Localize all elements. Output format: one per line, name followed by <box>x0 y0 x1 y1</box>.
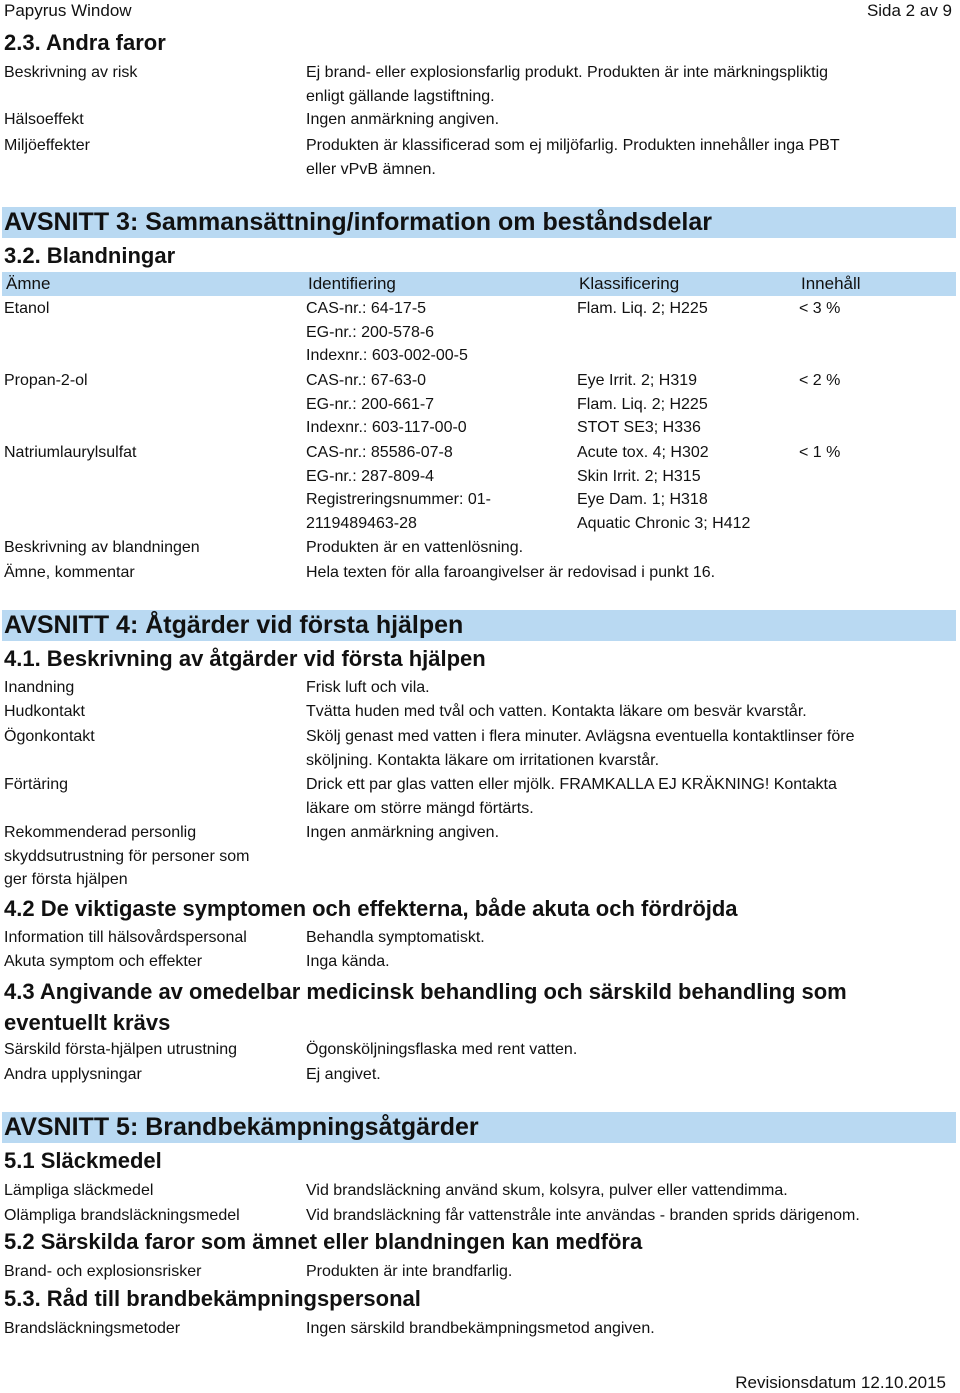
row-value: Ingen särskild brandbekämpningsmetod angiven. <box>306 1320 655 1337</box>
row-label: Ämne, kommentar <box>4 564 135 581</box>
col-content: Innehåll <box>801 274 861 293</box>
row-label: Beskrivning av blandningen <box>4 539 200 556</box>
col-identification: Identifiering <box>308 274 396 293</box>
row-value: Ingen anmärkning angiven. <box>306 111 500 128</box>
row-value: Vid brandsläckning använd skum, kolsyra, pulver eller vattendimma. <box>306 1182 788 1199</box>
row-value: Produkten är en vattenlösning. <box>306 539 524 556</box>
row-label: Förtäring <box>4 776 69 793</box>
section-4-title: AVSNITT 4: Åtgärder vid första hjälpen <box>4 611 464 639</box>
row-value: Ingen anmärkning angiven. <box>306 824 500 841</box>
subsection-3-2-heading: 3.2. Blandningar <box>4 243 176 268</box>
row-value: Ej brand- eller explosionsfarlig produkt. Produkten är inte märkningspliktig enligt gällande lagstiftning. <box>306 64 829 105</box>
row-value: Produkten är inte brandfarlig. <box>306 1263 513 1280</box>
section-5-banner <box>2 1112 956 1143</box>
subsection-5-2-heading: 5.2 Särskilda faror som ämnet eller blandningen kan medföra <box>4 1229 643 1254</box>
row-value: Drick ett par glas vatten eller mjölk. FRAMKALLA EJ KRÄKNING! Kontakta läkare om större mängd förtärts. <box>306 776 837 817</box>
row-label: Rekommenderad personlig skyddsutrustning för personer som ger första hjälpen <box>4 824 250 888</box>
substance-classification: Eye Irrit. 2; H319 Flam. Liq. 2; H225 STOT SE3; H336 <box>577 372 708 436</box>
row-label: Brand- och explosionsrisker <box>4 1263 202 1280</box>
revision-date: Revisionsdatum 12.10.2015 <box>735 1373 946 1392</box>
row-label: Beskrivning av risk <box>4 64 138 81</box>
substance-name: Propan-2-ol <box>4 372 88 389</box>
substance-name: Natriumlaurylsulfat <box>4 444 137 461</box>
section-2-3-heading: 2.3. Andra faror <box>4 30 166 55</box>
substance-content: < 3 % <box>799 300 841 317</box>
page-number: Sida 2 av 9 <box>866 1 952 20</box>
subsection-4-2-heading: 4.2 De viktigaste symptomen och effekterna, både akuta och fördröjda <box>4 896 738 921</box>
substance-classification: Flam. Liq. 2; H225 <box>577 300 708 317</box>
row-label: Miljöeffekter <box>4 137 90 154</box>
substance-ids: CAS-nr.: 67-63-0 EG-nr.: 200-661-7 Indexnr.: 603-117-00-0 <box>306 372 467 436</box>
row-value: Frisk luft och vila. <box>306 679 430 696</box>
row-label: Hälsoeffekt <box>4 111 84 128</box>
substance-ids: CAS-nr.: 85586-07-8 EG-nr.: 287-809-4 Registreringsnummer: 01- 2119489463-28 <box>306 444 491 532</box>
subsection-4-1-heading: 4.1. Beskrivning av åtgärder vid första hjälpen <box>4 646 486 671</box>
row-label: Särskild första-hjälpen utrustning <box>4 1041 238 1058</box>
col-substance: Ämne <box>6 274 51 293</box>
row-label: Hudkontakt <box>4 703 85 720</box>
row-label: Olämpliga brandsläckningsmedel <box>4 1207 240 1224</box>
substance-ids: CAS-nr.: 64-17-5 EG-nr.: 200-578-6 Indexnr.: 603-002-00-5 <box>306 300 468 364</box>
table-header <box>2 272 956 296</box>
subsection-5-3-heading: 5.3. Råd till brandbekämpningspersonal <box>4 1286 421 1311</box>
row-label: Inandning <box>4 679 75 696</box>
row-label: Brandsläckningsmetoder <box>4 1320 181 1337</box>
row-value: Ögonsköljningsflaska med rent vatten. <box>306 1041 578 1058</box>
col-classification: Klassificering <box>579 274 680 293</box>
row-value: Vid brandsläckning får vattenstråle inte användas - branden sprids därigenom. <box>306 1207 860 1224</box>
row-label: Lämpliga släckmedel <box>4 1182 154 1199</box>
section-4-banner <box>2 610 956 641</box>
row-value: Ej angivet. <box>306 1066 381 1083</box>
substance-name: Etanol <box>4 300 50 317</box>
section-3-title: AVSNITT 3: Sammansättning/information om beståndsdelar <box>4 208 712 236</box>
row-value: Inga kända. <box>306 953 390 970</box>
row-value: Behandla symptomatiskt. <box>306 929 485 946</box>
row-label: Ögonkontakt <box>4 728 95 745</box>
row-value: Hela texten för alla faroangivelser är redovisad i punkt 16. <box>306 564 716 581</box>
row-value: Skölj genast med vatten i flera minuter. Avlägsna eventuella kontaktlinser före sköljning. Kontakta läkare om irritationen kvarstår. <box>306 728 855 769</box>
section-3-banner <box>2 207 956 238</box>
subsection-5-1-heading: 5.1 Släckmedel <box>4 1148 162 1173</box>
row-value: Tvätta huden med tvål och vatten. Kontakta läkare om besvär kvarstår. <box>306 703 807 720</box>
app-title: Papyrus Window <box>4 1 132 20</box>
subsection-4-3-heading: 4.3 Angivande av omedelbar medicinsk behandling och särskild behandling som eventuellt krävs <box>4 979 847 1035</box>
substance-classification: Acute tox. 4; H302 Skin Irrit. 2; H315 Eye Dam. 1; H318 Aquatic Chronic 3; H412 <box>577 444 751 532</box>
row-label: Andra upplysningar <box>4 1066 142 1083</box>
page-header <box>0 0 960 22</box>
row-label: Akuta symptom och effekter <box>4 953 203 970</box>
row-label: Information till hälsovårdspersonal <box>4 929 247 946</box>
row-value: Produkten är klassificerad som ej miljöfarlig. Produkten innehåller inga PBT eller vPvB ämnen. <box>306 137 840 178</box>
substance-content: < 2 % <box>799 372 841 389</box>
section-5-title: AVSNITT 5: Brandbekämpningsåtgärder <box>4 1113 479 1141</box>
substance-content: < 1 % <box>799 444 841 461</box>
